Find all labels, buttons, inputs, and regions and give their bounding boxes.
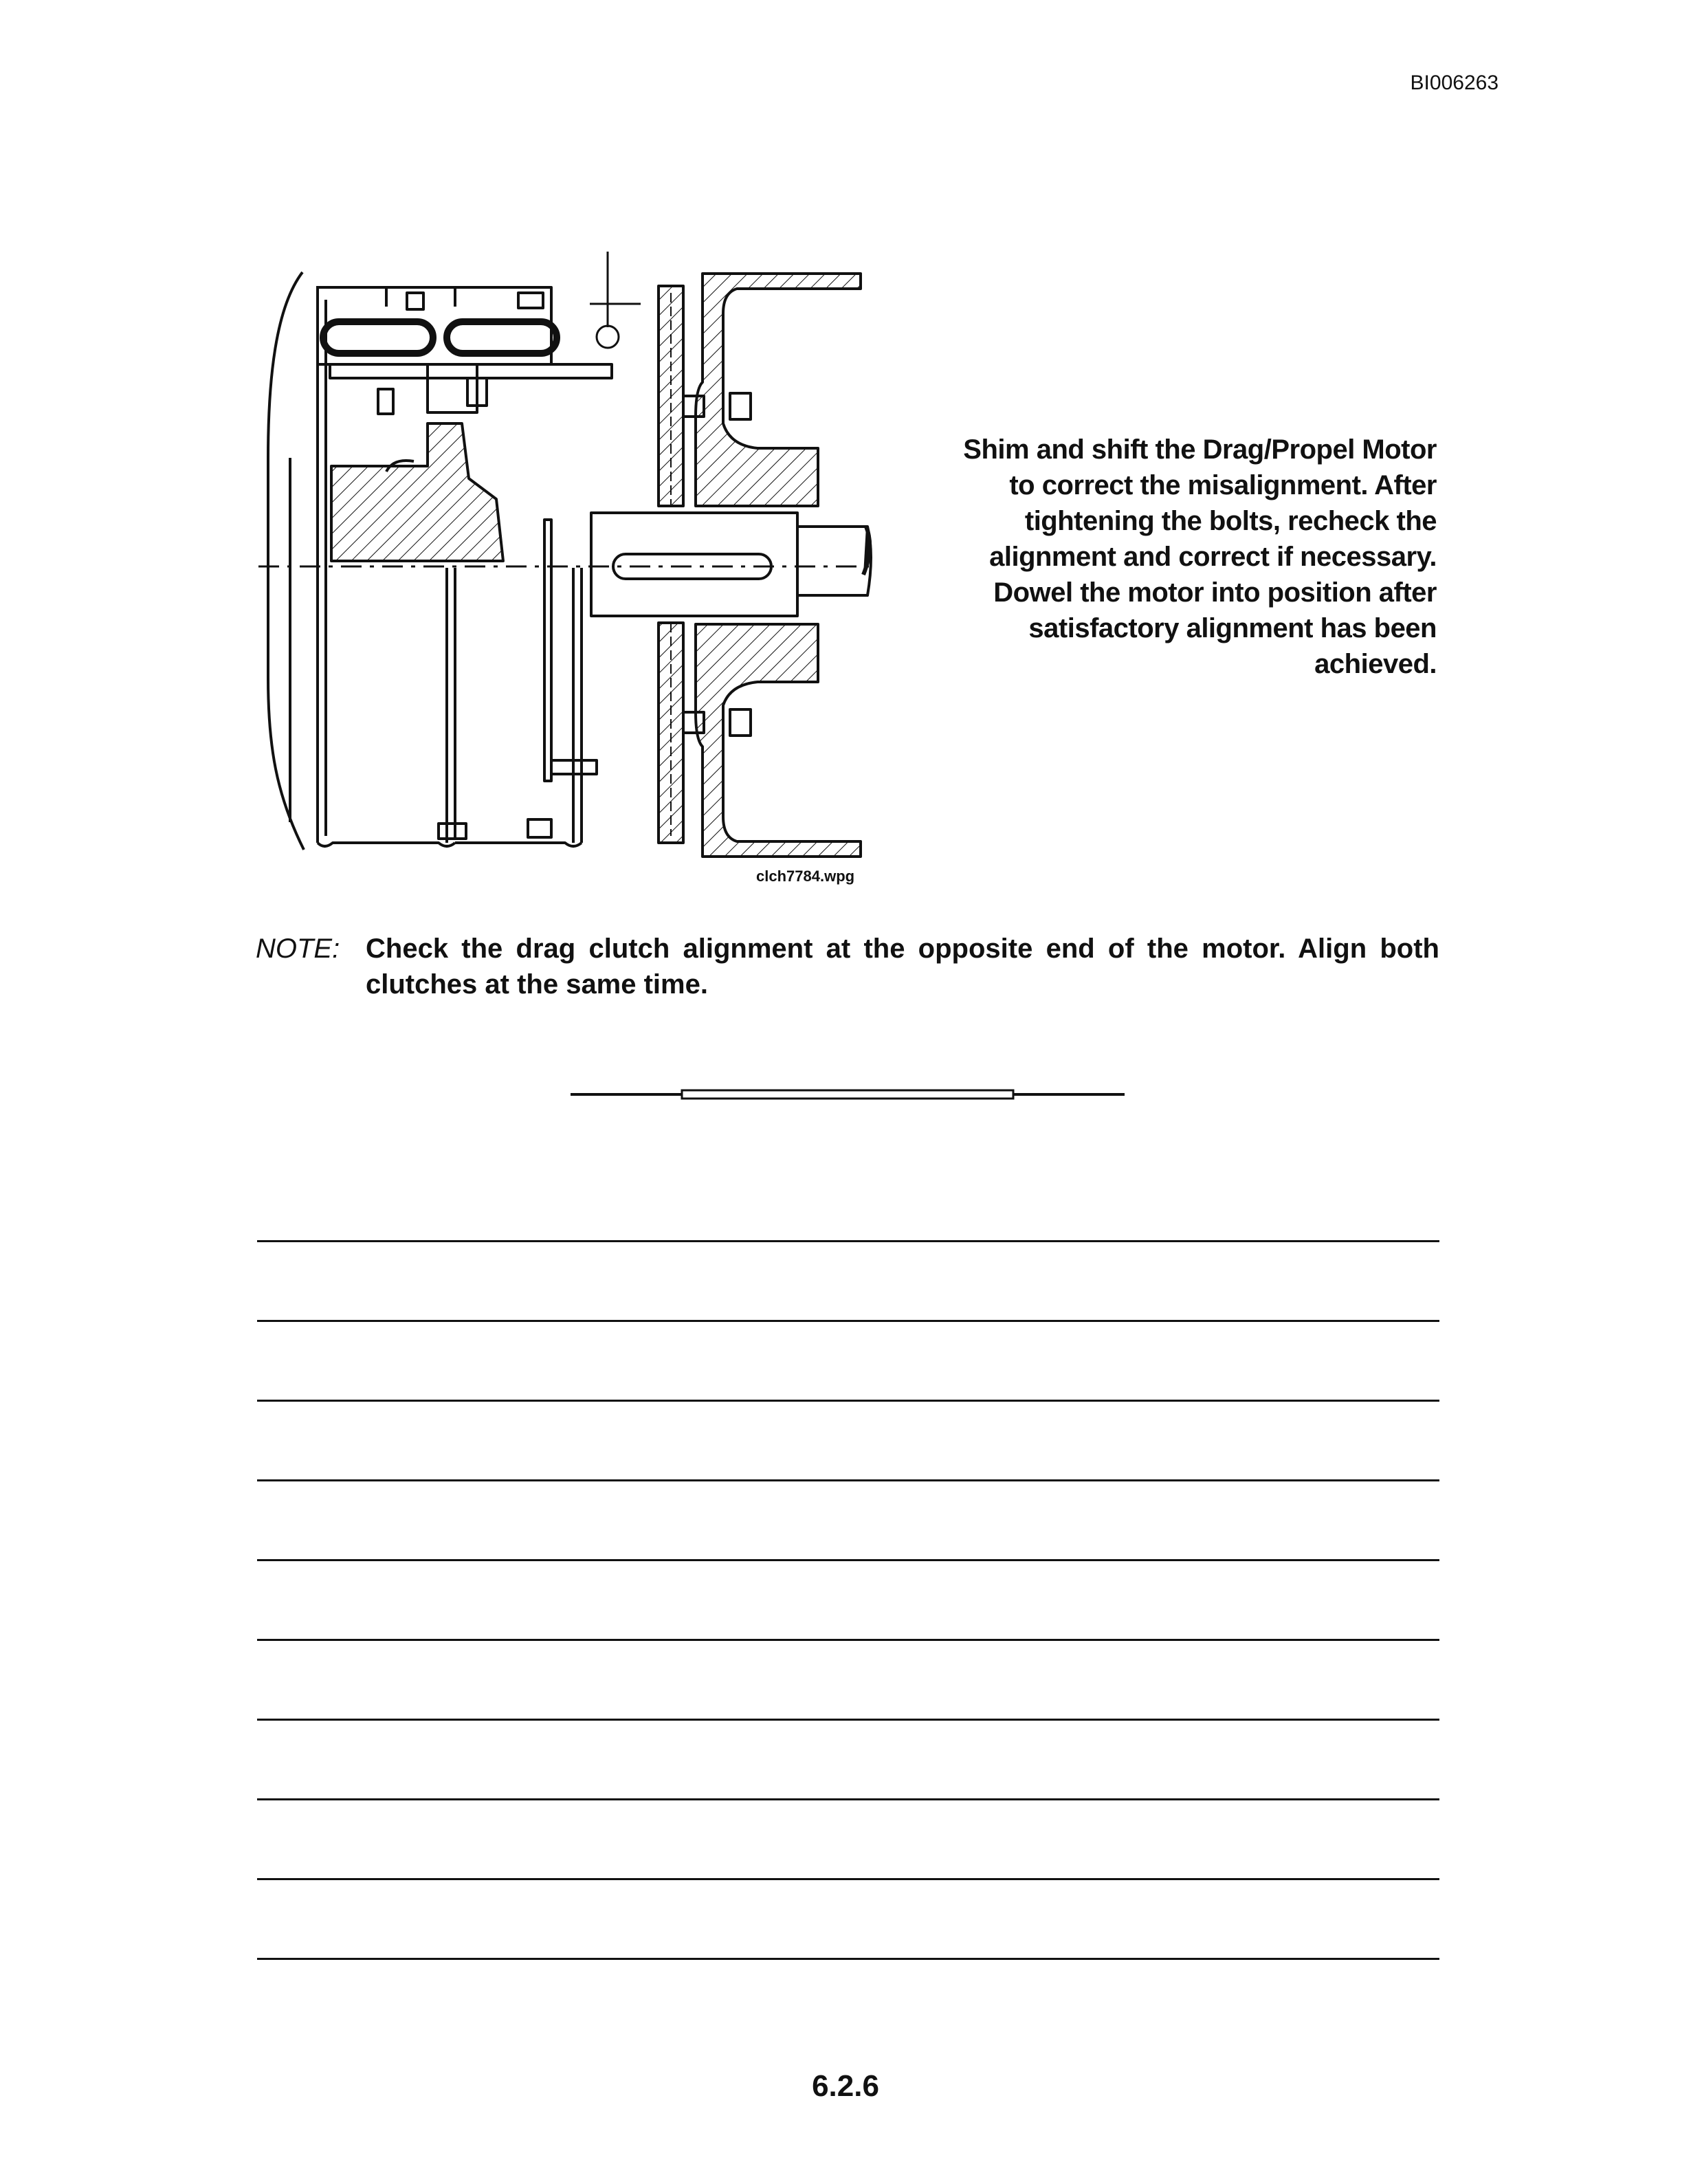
notes-line — [257, 1559, 1439, 1561]
motor-coupling — [591, 513, 797, 616]
note-label: NOTE: — [256, 934, 340, 964]
page-number: 6.2.6 — [812, 2069, 879, 2103]
notes-line — [257, 1639, 1439, 1641]
document-id: BI006263 — [1410, 71, 1499, 94]
notes-line — [257, 1878, 1439, 1880]
instruction-line: alignment and correct if necessary. — [989, 542, 1437, 572]
instruction-text — [921, 432, 1437, 682]
note-text: Check the drag clutch alignment at the opposite end of the motor. Align both clutches at the same time. — [366, 934, 1439, 1000]
instruction-line: Dowel the motor into position after — [993, 577, 1437, 608]
notes-line — [257, 1240, 1439, 1242]
instruction-line: Shim and shift the Drag/Propel Motor — [963, 434, 1437, 465]
notes-line — [257, 1958, 1439, 1960]
notes-line — [257, 1719, 1439, 1721]
clutch-alignment-diagram — [256, 252, 895, 898]
instruction-line: tightening the bolts, recheck the — [1024, 506, 1437, 536]
notes-line — [257, 1320, 1439, 1322]
clutch-element-right — [447, 322, 557, 353]
dial-indicator-icon — [597, 326, 619, 348]
section-divider — [571, 1089, 1125, 1100]
clutch-element-left — [323, 322, 433, 353]
notes-line — [257, 1479, 1439, 1481]
drum-outer-edge — [268, 272, 304, 850]
notes-line — [257, 1400, 1439, 1402]
instruction-line: to correct the misalignment. After — [1009, 470, 1437, 500]
instruction-line: satisfactory alignment has been — [1028, 613, 1437, 643]
figure-caption: clch7784.wpg — [756, 868, 855, 885]
instruction-line: achieved. — [1314, 649, 1437, 679]
notes-line — [257, 1798, 1439, 1800]
